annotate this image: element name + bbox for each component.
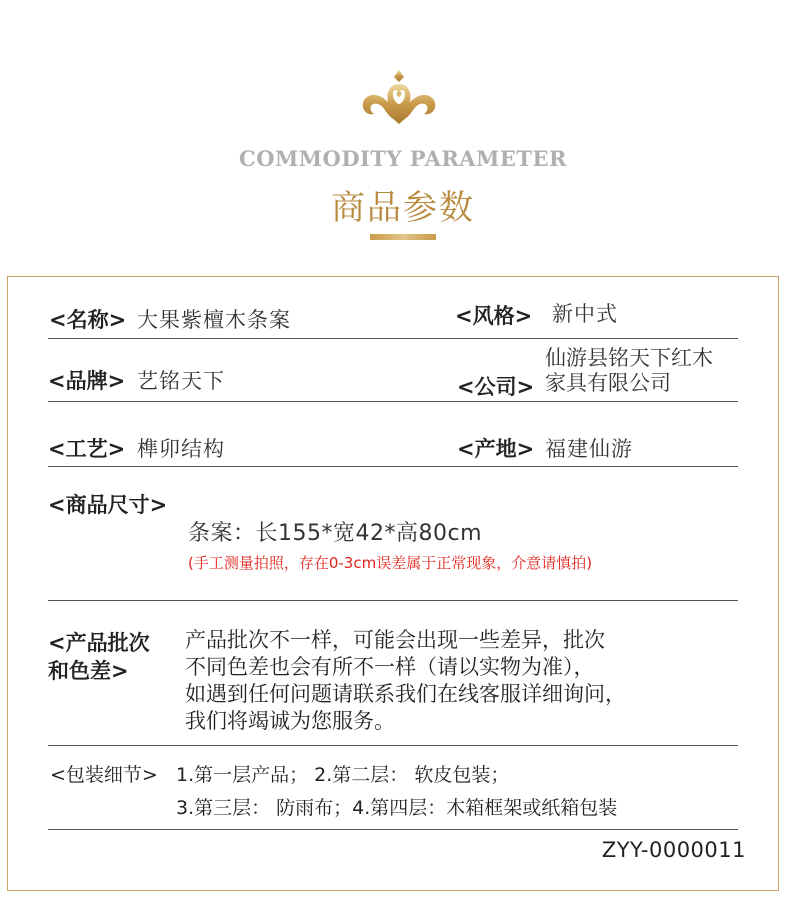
divider xyxy=(48,401,738,402)
size-value: 条案：长155*宽42*高80cm xyxy=(188,521,483,546)
batch-line: 如遇到任何问题请联系我们在线客服详细询问， xyxy=(185,682,626,706)
product-code: ZYY-0000011 xyxy=(601,838,746,862)
origin-label: <产地> xyxy=(457,437,535,461)
batch-label-line2: 和色差> xyxy=(48,659,129,683)
divider xyxy=(48,466,738,467)
header xyxy=(0,0,790,270)
craft-label: <工艺> xyxy=(48,437,126,461)
batch-line: 产品批次不一样，可能会出现一些差异，批次 xyxy=(185,628,605,652)
packaging-line2: 3.第三层： 防雨布；4.第四层：木箱框架或纸箱包装 xyxy=(176,797,618,819)
batch-line: 我们将竭诚为您服务。 xyxy=(185,709,395,733)
cloud-ornament-logo xyxy=(360,68,438,126)
craft-value: 榫卯结构 xyxy=(137,437,225,461)
size-label: <商品尺寸> xyxy=(48,493,168,517)
batch-description xyxy=(185,627,725,735)
company-value-line1: 仙游县铭天下红木 xyxy=(545,346,713,370)
title-underline xyxy=(370,234,436,240)
style-value: 新中式 xyxy=(552,302,618,326)
divider xyxy=(48,745,738,746)
chinese-title: 商品参数 xyxy=(331,188,475,228)
english-title: COMMODITY PARAMETER xyxy=(239,146,567,171)
name-value: 大果紫檀木条案 xyxy=(137,308,291,332)
company-value xyxy=(545,346,713,396)
style-label: <风格> xyxy=(455,304,533,328)
origin-value: 福建仙游 xyxy=(545,437,633,461)
brand-value: 艺铭天下 xyxy=(137,369,225,393)
batch-label-line1: <产品批次 xyxy=(48,631,150,655)
size-note: (手工测量拍照，存在0-3cm误差属于正常现象，介意请慎拍) xyxy=(188,554,593,572)
brand-label: <品牌> xyxy=(48,369,126,393)
name-label: <名称> xyxy=(49,308,127,332)
packaging-label: <包装细节> xyxy=(50,764,158,786)
divider xyxy=(48,338,738,339)
batch-label xyxy=(48,629,150,685)
packaging-line1: 1.第一层产品； 2.第二层： 软皮包装； xyxy=(176,764,510,786)
batch-line: 不同色差也会有所不一样（请以实物为准）， xyxy=(185,655,595,679)
divider xyxy=(48,829,738,830)
company-value-line2: 家具有限公司 xyxy=(545,371,671,395)
divider xyxy=(48,600,738,601)
company-label: <公司> xyxy=(457,375,535,399)
